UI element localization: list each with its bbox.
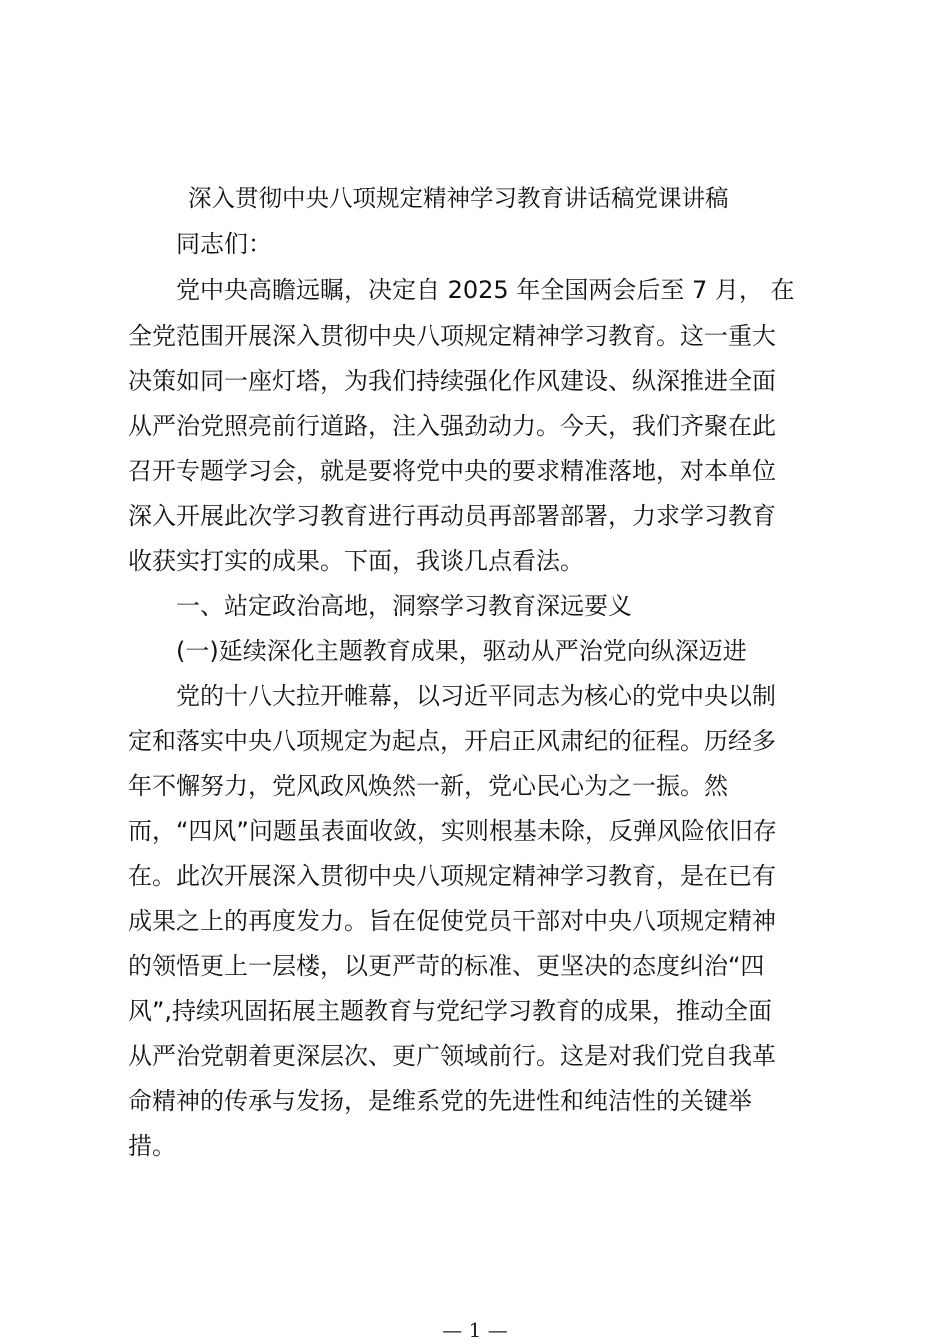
paragraph-line-10: 年不懈努力，党风政风焕然一新，党心民心为之一振。然	[128, 772, 728, 800]
page-number: — 1 —	[442, 1318, 508, 1342]
document-title: 深入贯彻中央八项规定精神学习教育讲话稿党课讲稿	[188, 184, 729, 212]
paragraph-line-5: 召开专题学习会，就是要将党中央的要求精准落地，对本单位	[128, 457, 776, 485]
section-heading-1: 一、站定政治高地，洞察学习教育深远要义	[176, 592, 632, 620]
paragraph-line-6: 深入开展此次学习教育进行再动员再部署部署，力求学习教育	[128, 502, 776, 530]
paragraph-line-13: 成果之上的再度发力。旨在促使党员干部对中央八项规定精神	[128, 907, 776, 935]
paragraph-line-8: 党的十八大拉开帷幕，以习近平同志为核心的党中央以制	[176, 682, 776, 710]
paragraph-line-1: 党中央高瞻远瞩，决定自 2025 年全国两会后至 7 月， 在	[176, 276, 795, 304]
paragraph-line-17: 命精神的传承与发扬，是维系党的先进性和纯洁性的关键举	[128, 1087, 752, 1115]
paragraph-line-12: 在。此次开展深入贯彻中央八项规定精神学习教育，是在已有	[128, 862, 776, 890]
paragraph-line-18: 措。	[128, 1132, 176, 1160]
paragraph-line-4: 从严治党照亮前行道路，注入强劲动力。今天，我们齐聚在此	[128, 412, 776, 440]
paragraph-line-16: 从严治党朝着更深层次、更广领域前行。这是对我们党自我革	[128, 1042, 776, 1070]
subsection-heading-1: (一)延续深化主题教育成果，驱动从严治党向纵深迈进	[176, 637, 747, 665]
paragraph-line-3: 决策如同一座灯塔，为我们持续强化作风建设、纵深推进全面	[128, 367, 776, 395]
paragraph-line-11: 而，“四风”问题虽表面收敛，实则根基未除，反弹风险依旧存	[128, 817, 777, 845]
paragraph-line-7: 收获实打实的成果。下面，我谈几点看法。	[128, 547, 584, 575]
paragraph-line-9: 定和落实中央八项规定为起点，开启正风肃纪的征程。历经多	[128, 727, 776, 755]
paragraph-line-2: 全党范围开展深入贯彻中央八项规定精神学习教育。这一重大	[128, 322, 776, 350]
paragraph-line-15: 风”,持续巩固拓展主题教育与党纪学习教育的成果，推动全面	[128, 997, 773, 1025]
salutation: 同志们：	[176, 230, 272, 258]
paragraph-line-14: 的领悟更上一层楼，以更严苛的标准、更坚决的态度纠治“四	[128, 952, 765, 980]
